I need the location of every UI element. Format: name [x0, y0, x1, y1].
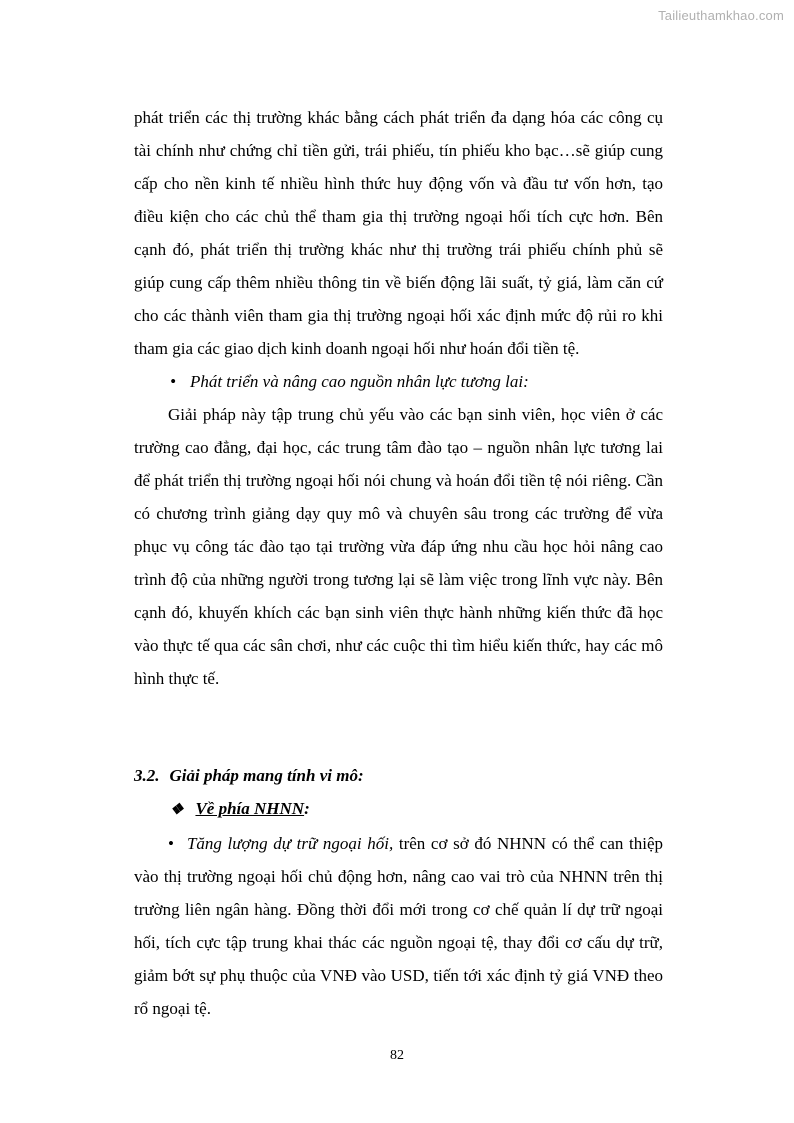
- page-content: [134, 101, 663, 1025]
- section-number: 3.2.: [134, 766, 160, 785]
- bullet-item-text: Phát triển và nâng cao nguồn nhân lực tương lai:: [189, 372, 529, 391]
- bullet-body-text: trên cơ sở đó NHNN có thể can thiệp vào thị trường ngoại hối chủ động hơn, nâng cao vai trò của NHNN trên thị trường liên ngân hàng. Đồng thời đổi mới trong cơ chế quản lí dự trữ ngoại hối, tích cực tập trung khai thác các nguồn ngoại tệ, thay đổi cơ cấu dự trữ, giảm bớt sự phụ thuộc của VNĐ vào USD, tiến tới xác định tỷ giá VNĐ theo rổ ngoại tệ.: [134, 834, 663, 1018]
- bullet-lead-italic: Tăng lượng dự trữ ngoại hối,: [186, 834, 394, 853]
- bullet-icon: •: [168, 834, 174, 853]
- sub-heading-text: Về phía NHNN: [195, 799, 305, 818]
- sub-heading-ve-phia-nhnn: [134, 792, 663, 827]
- diamond-bullet-icon: ❖: [170, 802, 184, 818]
- bullet-item-nguon-nhan-luc: [134, 365, 663, 398]
- section-title: Giải pháp mang tính vi mô:: [169, 766, 364, 785]
- sub-heading-colon: :: [304, 799, 310, 818]
- bullet-icon: •: [170, 372, 176, 391]
- watermark-logo: Tailieuthamkhao.com: [658, 8, 784, 23]
- page-number: 82: [390, 1048, 404, 1063]
- paragraph-giai-phap-nhan-luc: Giải pháp này tập trung chủ yếu vào các bạn sinh viên, học viên ở các trường cao đẳng, đại học, các trung tâm đào tạo – nguồn nhân lực tương lai để phát triển thị trường ngoại hối nói chung và hoán đổi tiền tệ nói riêng. Cần có chương trình giảng dạy quy mô và chuyên sâu trong các trường để vừa phục vụ công tác đào tạo tại trường vừa đáp ứng nhu cầu học hỏi nâng cao trình độ của những người trong tương lại sẽ làm việc trong lĩnh vực này. Bên cạnh đó, khuyến khích các bạn sinh viên thực hành những kiến thức đã học vào thực tế qua các sân chơi, như các cuộc thi tìm hiểu kiến thức, hay các mô hình thực tế.: [134, 405, 663, 688]
- paragraph-continuation: phát triển các thị trường khác bằng cách phát triển đa dạng hóa các công cụ tài chính như chứng chỉ tiền gửi, trái phiếu, tín phiếu kho bạc…sẽ giúp cung cấp cho nền kinh tế nhiều hình thức huy động vốn và đầu tư vốn hơn, tạo điều kiện cho các chủ thể tham gia thị trường ngoại hối tích cực hơn. Bên cạnh đó, phát triển thị trường khác như thị trường trái phiếu chính phủ sẽ giúp cung cấp thêm nhiều thông tin về biến động lãi suất, tỷ giá, làm căn cứ cho các thành viên tham gia thị trường ngoại hối xác định mức độ rủi ro khi tham gia các giao dịch kinh doanh ngoại hối như hoán đổi tiền tệ.: [134, 108, 663, 358]
- bullet-item-tang-luong-du-tru: [134, 827, 663, 1025]
- section-heading-3-2: [134, 759, 663, 792]
